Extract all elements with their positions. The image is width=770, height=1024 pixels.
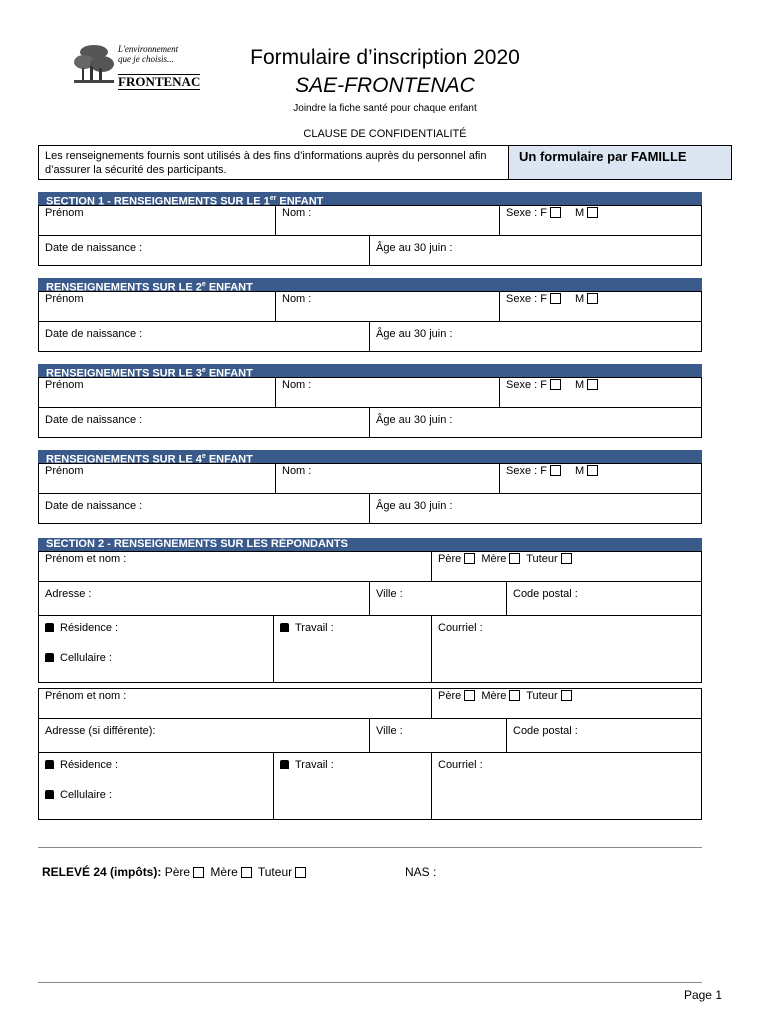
resp-2-phones[interactable]: Résidence : Cellulaire : <box>38 752 274 820</box>
child-4-prenom-field[interactable]: Prénom <box>38 463 276 494</box>
child-3-sexe-field: Sexe : F M <box>499 377 702 408</box>
child-4-sexe-field: Sexe : F M <box>499 463 702 494</box>
page-number: Page 1 <box>683 988 722 1002</box>
sexe-m-checkbox[interactable] <box>587 465 598 476</box>
child-4-dob-field[interactable]: Date de naissance : <box>38 493 370 524</box>
child-1-nom-field[interactable]: Nom : <box>275 205 500 236</box>
child-3-dob-field[interactable]: Date de naissance : <box>38 407 370 438</box>
phone-icon <box>280 760 289 769</box>
resp-1-travail-field[interactable]: Travail : <box>273 615 432 683</box>
releve-tuteur-checkbox[interactable] <box>295 867 306 878</box>
resp-2-name-field[interactable]: Prénom et nom : <box>38 688 432 719</box>
resp-1-postal-field[interactable]: Code postal : <box>506 581 702 616</box>
divider <box>38 847 702 848</box>
child-4-header: RENSEIGNEMENTS SUR LE 4e ENFANT <box>38 450 702 463</box>
child-2-header: RENSEIGNEMENTS SUR LE 2e ENFANT <box>38 278 702 291</box>
resp-1-ville-field[interactable]: Ville : <box>369 581 507 616</box>
phone-icon <box>45 623 54 632</box>
sexe-m-checkbox[interactable] <box>587 207 598 218</box>
health-form-note: Joindre la fiche santé pour chaque enfant <box>293 103 477 114</box>
child-2-sexe-field: Sexe : F M <box>499 291 702 322</box>
page-title: Formulaire d’inscription 2020 <box>250 46 520 69</box>
resp-2-address-field[interactable]: Adresse (si différente): <box>38 718 370 753</box>
resp-1-relation: Père Mère Tuteur <box>431 551 702 582</box>
resp-2-postal-field[interactable]: Code postal : <box>506 718 702 753</box>
tuteur-checkbox[interactable] <box>561 553 572 564</box>
sexe-f-checkbox[interactable] <box>550 293 561 304</box>
tree-icon <box>72 42 116 86</box>
resp-1-name-field[interactable]: Prénom et nom : <box>38 551 432 582</box>
pere-checkbox[interactable] <box>464 690 475 701</box>
releve-pere-checkbox[interactable] <box>193 867 204 878</box>
child-1-header: SECTION 1 - RENSEIGNEMENTS SUR LE 1er ENFANT <box>38 192 702 205</box>
resp-1-courriel-field[interactable]: Courriel : <box>431 615 702 683</box>
mere-checkbox[interactable] <box>509 553 520 564</box>
resp-2-relation: Père Mère Tuteur <box>431 688 702 719</box>
clause-title: CLAUSE DE CONFIDENTIALITÉ <box>303 128 467 140</box>
child-1-sexe-field: Sexe : F M <box>499 205 702 236</box>
sexe-f-checkbox[interactable] <box>550 207 561 218</box>
sexe-f-checkbox[interactable] <box>550 465 561 476</box>
child-2-nom-field[interactable]: Nom : <box>275 291 500 322</box>
child-2-age-field[interactable]: Âge au 30 juin : <box>369 321 702 352</box>
sexe-m-checkbox[interactable] <box>587 293 598 304</box>
resp-1-phones[interactable]: Résidence : Cellulaire : <box>38 615 274 683</box>
child-2-prenom-field[interactable]: Prénom <box>38 291 276 322</box>
phone-icon <box>280 623 289 632</box>
resp-2-ville-field[interactable]: Ville : <box>369 718 507 753</box>
section2-header: SECTION 2 - RENSEIGNEMENTS SUR LES RÉPONDANTS <box>38 538 702 551</box>
releve-pere-label: Père <box>164 865 191 879</box>
logo-tagline: L'environnement que je choisis... <box>118 44 179 64</box>
releve-tuteur-label: Tuteur <box>257 865 293 879</box>
resp-2-travail-field[interactable]: Travail : <box>273 752 432 820</box>
resp-2-courriel-field[interactable]: Courriel : <box>431 752 702 820</box>
sexe-m-checkbox[interactable] <box>587 379 598 390</box>
releve-row <box>42 865 309 879</box>
phone-icon <box>45 790 54 799</box>
child-3-prenom-field[interactable]: Prénom <box>38 377 276 408</box>
child-4-age-field[interactable]: Âge au 30 juin : <box>369 493 702 524</box>
resp-1-address-field[interactable]: Adresse : <box>38 581 370 616</box>
child-1-dob-field[interactable]: Date de naissance : <box>38 235 370 266</box>
child-3-header: RENSEIGNEMENTS SUR LE 3e ENFANT <box>38 364 702 377</box>
child-3-nom-field[interactable]: Nom : <box>275 377 500 408</box>
page-subtitle: SAE-FRONTENAC <box>295 74 475 97</box>
tuteur-checkbox[interactable] <box>561 690 572 701</box>
child-2-dob-field[interactable]: Date de naissance : <box>38 321 370 352</box>
logo-name: FRONTENAC <box>118 74 201 89</box>
releve-mere-checkbox[interactable] <box>241 867 252 878</box>
phone-icon <box>45 653 54 662</box>
pere-checkbox[interactable] <box>464 553 475 564</box>
footer-divider <box>38 982 702 983</box>
sexe-f-checkbox[interactable] <box>550 379 561 390</box>
phone-icon <box>45 760 54 769</box>
famille-notice: Un formulaire par FAMILLE <box>509 145 732 180</box>
child-1-prenom-field[interactable]: Prénom <box>38 205 276 236</box>
nas-label: NAS : <box>405 865 437 879</box>
clause-text: Les renseignements fournis sont utilisés à des fins d’informations auprès du personnel afin d’assurer la sécurité des participants. <box>38 145 509 180</box>
releve-mere-label: Mère <box>210 865 238 879</box>
child-1-age-field[interactable]: Âge au 30 juin : <box>369 235 702 266</box>
releve-label: RELEVÉ 24 (impôts): <box>42 865 162 879</box>
child-4-nom-field[interactable]: Nom : <box>275 463 500 494</box>
child-3-age-field[interactable]: Âge au 30 juin : <box>369 407 702 438</box>
mere-checkbox[interactable] <box>509 690 520 701</box>
